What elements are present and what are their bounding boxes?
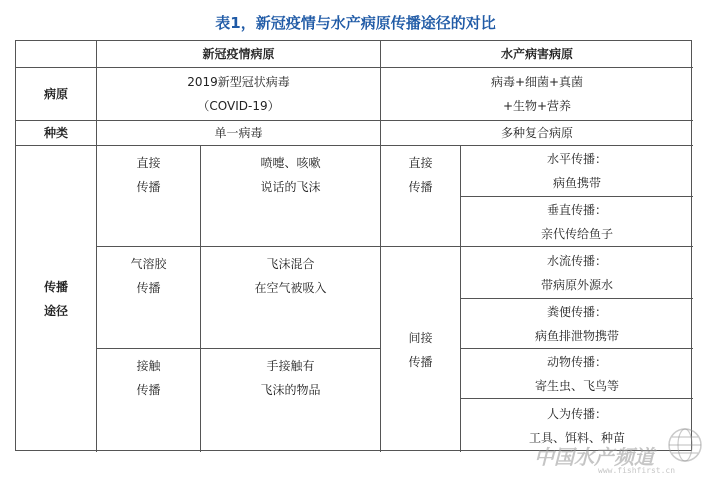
- header-covid: 新冠疫情病原: [202, 47, 275, 61]
- aqua-route-indirect: 间接 传播: [408, 330, 433, 369]
- covid-pathogen: 2019新型冠状病毒 （COVID-19）: [187, 75, 290, 113]
- aqua-feces: 粪便传播： 病鱼排泄物携带: [534, 304, 619, 343]
- covid-route-direct-detail: 喷嚏、咳嗽 说话的飞沫: [260, 156, 321, 194]
- aqua-water: 水流传播： 带病原外源水: [540, 253, 613, 292]
- header-aqua: 水产病害病原: [500, 47, 573, 61]
- aqua-vertical: 垂直传播： 亲代传给鱼子: [540, 202, 613, 241]
- aqua-pathogen: 病毒+细菌+真菌 +生物+营养: [490, 75, 584, 113]
- aqua-route-direct: 直接 传播: [408, 156, 433, 194]
- covid-route-aerosol: 气溶胶 传播: [130, 257, 167, 295]
- covid-route-aerosol-detail: 飞沫混合 在空气被吸入: [254, 257, 327, 295]
- table-title: 表1，新冠疫情与水产病原传播途径的对比: [215, 14, 496, 32]
- aqua-human: 人为传播： 工具、饵料、种苗: [528, 406, 625, 445]
- aqua-animal: 动物传播： 寄生虫、飞鸟等: [534, 354, 619, 393]
- aqua-kind: 多种复合病原: [500, 126, 573, 140]
- row-label-route: 传播 途径: [43, 280, 68, 318]
- covid-route-contact-detail: 手接触有 飞沫的物品: [260, 359, 321, 397]
- watermark-url: www.fishfirst.cn: [598, 466, 676, 475]
- covid-route-contact: 接触 传播: [136, 359, 161, 397]
- watermark-text: 中国水产频道: [534, 445, 654, 469]
- aqua-horizontal: 水平传播： 病鱼携带: [546, 152, 607, 190]
- comparison-table: [15, 40, 692, 451]
- covid-route-direct: 直接 传播: [136, 156, 161, 194]
- row-label-pathogen: 病原: [43, 87, 68, 101]
- row-label-kind: 种类: [43, 126, 68, 140]
- covid-kind: 单一病毒: [214, 126, 263, 140]
